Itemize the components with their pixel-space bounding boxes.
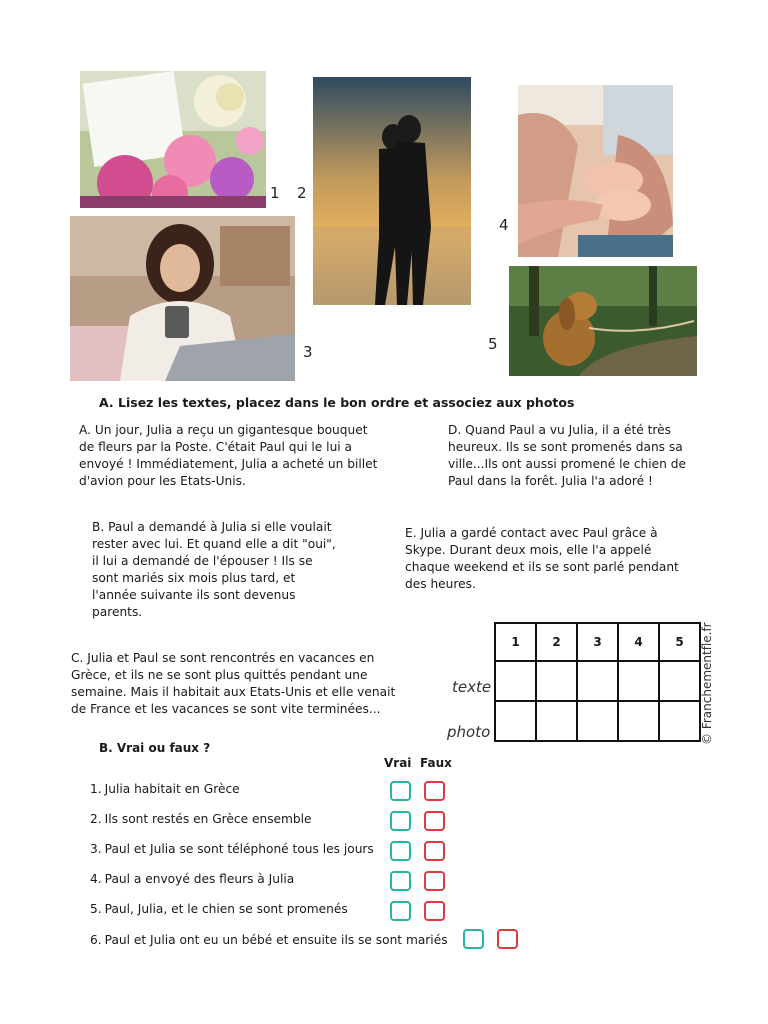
copyright: © Franchementfle.fr bbox=[700, 622, 714, 745]
text-d bbox=[448, 422, 686, 490]
answer-grid-row-photo bbox=[495, 701, 700, 741]
question-text: Paul et Julia se sont téléphoné tous les jours bbox=[104, 842, 374, 856]
text-c-line: C. Julia et Paul se sont rencontrés en vacances en bbox=[71, 651, 375, 665]
question-number: 6. bbox=[90, 933, 102, 947]
vrai-checkbox-4[interactable] bbox=[390, 871, 411, 891]
photo-number-5: 5 bbox=[488, 335, 498, 353]
faux-checkbox-3[interactable] bbox=[424, 841, 445, 861]
faux-checkbox-2[interactable] bbox=[424, 811, 445, 831]
text-e-line: Skype. Durant deux mois, elle l'a appelé bbox=[405, 543, 652, 557]
text-b-line: B. Paul a demandé à Julia si elle voulait bbox=[92, 520, 332, 534]
photo-couple bbox=[313, 77, 471, 305]
question-text: Julia habitait en Grèce bbox=[104, 782, 240, 796]
text-d-line: heureux. Ils se sont promenés dans sa bbox=[448, 440, 683, 454]
grid-cell[interactable] bbox=[577, 701, 618, 741]
grid-cell[interactable] bbox=[495, 661, 536, 701]
text-e bbox=[405, 525, 679, 593]
question-number: 3. bbox=[90, 842, 102, 856]
question-number: 2. bbox=[90, 812, 102, 826]
text-a-line: de fleurs par la Poste. C'était Paul qui le lui a bbox=[79, 440, 353, 454]
text-c-line: de France et les vacances se sont vite terminées... bbox=[71, 702, 381, 716]
faux-checkbox-1[interactable] bbox=[424, 781, 445, 801]
photo-number-3: 3 bbox=[303, 343, 313, 361]
grid-cell[interactable] bbox=[536, 701, 577, 741]
question-1 bbox=[90, 782, 240, 796]
vrai-checkbox-6[interactable] bbox=[463, 929, 484, 949]
text-b-line: parents. bbox=[92, 605, 143, 619]
grid-cell[interactable] bbox=[495, 701, 536, 741]
photo-flowers bbox=[80, 71, 266, 208]
text-c bbox=[71, 650, 395, 718]
photo-number-1: 1 bbox=[270, 184, 280, 202]
question-text: Ils sont restés en Grèce ensemble bbox=[104, 812, 312, 826]
answer-grid-row-texte bbox=[495, 661, 700, 701]
text-c-line: semaine. Mais il habitait aux Etats-Unis et elle venait bbox=[71, 685, 396, 699]
text-e-line: chaque weekend et ils se sont parlé pendant bbox=[405, 560, 679, 574]
question-number: 4. bbox=[90, 872, 102, 886]
grid-col-header: 3 bbox=[577, 623, 618, 661]
question-number: 1. bbox=[90, 782, 102, 796]
text-e-line: des heures. bbox=[405, 577, 476, 591]
grid-row-label-texte: texte bbox=[452, 678, 492, 696]
section-b-title: B. Vrai ou faux ? bbox=[99, 741, 211, 755]
vrai-header: Vrai bbox=[384, 756, 412, 770]
question-5 bbox=[90, 902, 348, 916]
question-6 bbox=[90, 933, 448, 947]
text-a-line: d'avion pour les Etats-Unis. bbox=[79, 474, 246, 488]
text-c-line: Grèce, et ils ne se sont plus quittés pendant une bbox=[71, 668, 368, 682]
text-b bbox=[92, 519, 336, 621]
question-text: Paul a envoyé des fleurs à Julia bbox=[104, 872, 295, 886]
faux-header: Faux bbox=[420, 756, 452, 770]
grid-cell[interactable] bbox=[659, 701, 700, 741]
photo-baby-feet bbox=[518, 85, 673, 257]
text-d-line: ville...Ils ont aussi promené le chien de bbox=[448, 457, 686, 471]
faux-checkbox-5[interactable] bbox=[424, 901, 445, 921]
text-a-line: envoyé ! Immédiatement, Julia a acheté un billet bbox=[79, 457, 378, 471]
answer-grid bbox=[494, 622, 701, 742]
faux-checkbox-6[interactable] bbox=[497, 929, 518, 949]
text-a-line: A. Un jour, Julia a reçu un gigantesque bouquet bbox=[79, 423, 368, 437]
text-b-line: l'année suivante ils sont devenus bbox=[92, 588, 296, 602]
text-d-line: D. Quand Paul a vu Julia, il a été très bbox=[448, 423, 671, 437]
section-a-title: A. Lisez les textes, placez dans le bon ordre et associez aux photos bbox=[99, 395, 575, 410]
text-a bbox=[79, 422, 377, 490]
photo-dog bbox=[509, 266, 697, 376]
question-number: 5. bbox=[90, 902, 102, 916]
text-b-line: sont mariés six mois plus tard, et bbox=[92, 571, 296, 585]
photo-number-2: 2 bbox=[297, 184, 307, 202]
grid-cell[interactable] bbox=[536, 661, 577, 701]
grid-col-header: 4 bbox=[618, 623, 659, 661]
text-b-line: rester avec lui. Et quand elle a dit "oui", bbox=[92, 537, 336, 551]
grid-col-header: 5 bbox=[659, 623, 700, 661]
grid-col-header: 2 bbox=[536, 623, 577, 661]
vrai-checkbox-3[interactable] bbox=[390, 841, 411, 861]
question-2 bbox=[90, 812, 312, 826]
question-text: Paul et Julia ont eu un bébé et ensuite ils se sont mariés bbox=[104, 933, 448, 947]
photo-woman-phone bbox=[70, 216, 295, 381]
grid-cell[interactable] bbox=[659, 661, 700, 701]
grid-cell[interactable] bbox=[618, 661, 659, 701]
text-b-line: il lui a demandé de l'épouser ! Ils se bbox=[92, 554, 313, 568]
answer-grid-header bbox=[495, 623, 700, 661]
grid-row-label-photo: photo bbox=[447, 723, 491, 741]
question-3 bbox=[90, 842, 374, 856]
grid-cell[interactable] bbox=[618, 701, 659, 741]
text-d-line: Paul dans la forêt. Julia l'a adoré ! bbox=[448, 474, 653, 488]
vrai-checkbox-1[interactable] bbox=[390, 781, 411, 801]
text-e-line: E. Julia a gardé contact avec Paul grâce à bbox=[405, 526, 658, 540]
question-text: Paul, Julia, et le chien se sont promenés bbox=[104, 902, 348, 916]
grid-cell[interactable] bbox=[577, 661, 618, 701]
grid-col-header: 1 bbox=[495, 623, 536, 661]
vrai-checkbox-2[interactable] bbox=[390, 811, 411, 831]
vrai-checkbox-5[interactable] bbox=[390, 901, 411, 921]
question-4 bbox=[90, 872, 294, 886]
faux-checkbox-4[interactable] bbox=[424, 871, 445, 891]
photo-number-4: 4 bbox=[499, 216, 509, 234]
